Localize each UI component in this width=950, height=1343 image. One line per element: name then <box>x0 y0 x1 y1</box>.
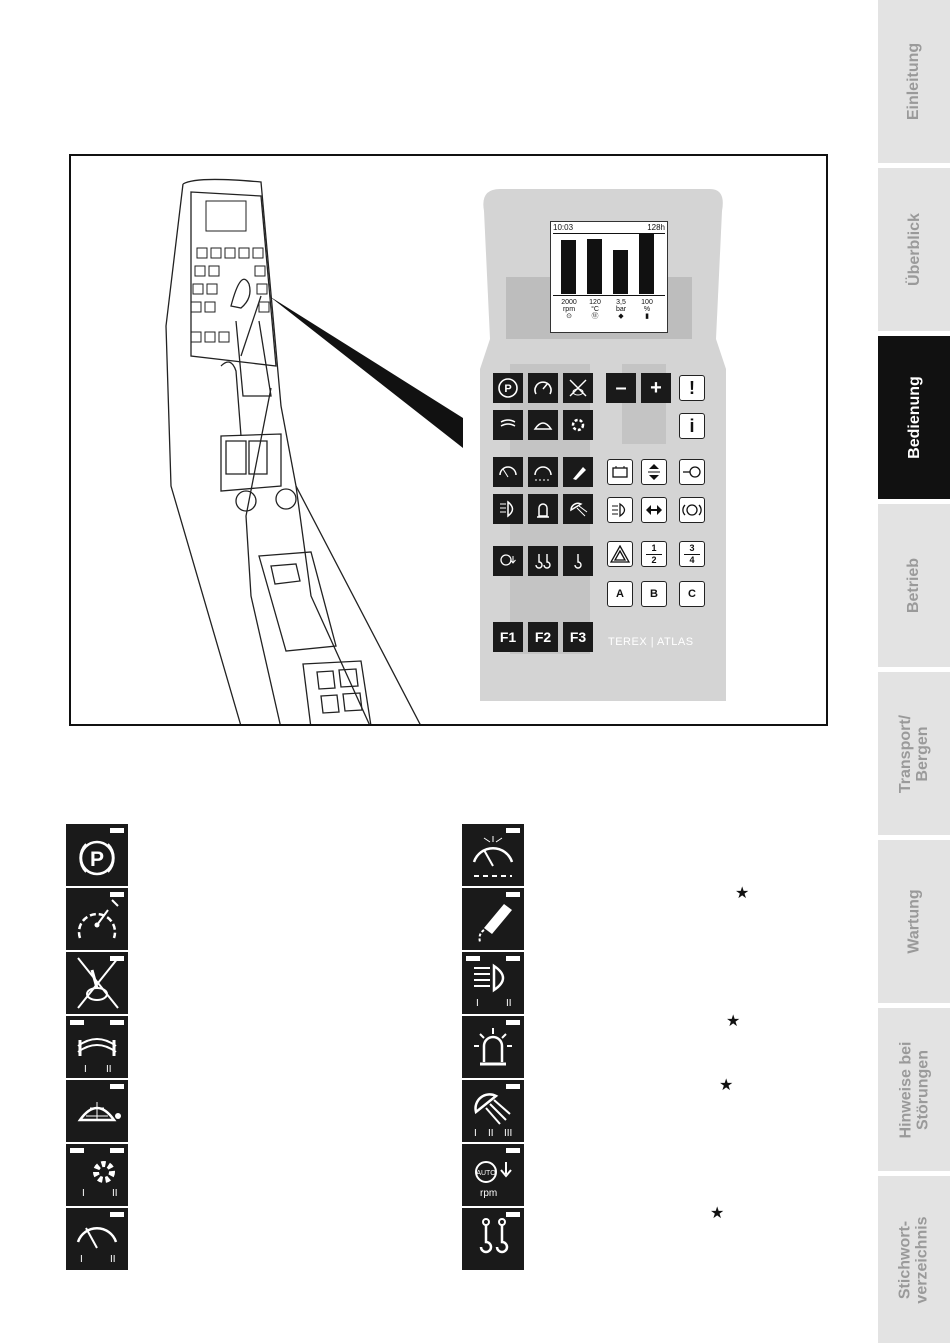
f1-button[interactable]: F1 <box>493 622 523 652</box>
tab-betrieb[interactable] <box>878 504 950 667</box>
roman-2: II <box>506 998 512 1009</box>
mode-3: 3 <box>689 542 695 553</box>
work-light-icon <box>462 1080 524 1142</box>
gauge-label-temp <box>582 299 608 320</box>
tab-hinweise[interactable] <box>878 1008 950 1171</box>
hydraulic-mode-icon <box>66 1144 128 1206</box>
tab-label: Transport/ Bergen <box>897 714 932 793</box>
load-hook-icon <box>462 1208 524 1270</box>
load-hook-icon <box>532 550 554 572</box>
legend-windscreen-washer <box>462 888 524 950</box>
tab-label: Einleitung <box>905 42 923 121</box>
auto-idle-icon <box>497 550 519 572</box>
gauge-bar-rpm <box>561 240 576 294</box>
axle-oscillation-icon <box>66 1016 128 1078</box>
gauge-unit: rpm <box>562 306 576 313</box>
legend-wiper <box>66 1208 128 1270</box>
headlight-icon <box>462 952 524 1014</box>
a-button[interactable]: A <box>607 581 633 607</box>
speed-limiter-icon <box>532 377 554 399</box>
brake-button[interactable] <box>679 497 705 523</box>
brake-icon <box>682 502 702 518</box>
low-beam-icon <box>610 502 630 518</box>
speed-limiter-icon <box>66 888 128 950</box>
load-hook-pair-button[interactable] <box>528 546 558 576</box>
headlight-switch-button[interactable] <box>607 497 633 523</box>
mode-34-button[interactable] <box>679 541 705 567</box>
wiper-icon <box>497 461 519 483</box>
gauge-unit: % <box>643 306 651 313</box>
wiper-button[interactable] <box>493 457 523 487</box>
coolant-icon: Ⓦ <box>591 313 599 320</box>
warning-button[interactable]: ! <box>679 375 705 401</box>
legend-auto-idle <box>462 1144 524 1206</box>
wiper-washer-icon <box>462 824 524 886</box>
display-hours: 128h <box>647 223 665 232</box>
gauge-label-rpm <box>556 299 582 320</box>
roman-1: I <box>82 1188 85 1199</box>
roman-3: III <box>504 1128 513 1139</box>
windscreen-washer-icon <box>567 461 589 483</box>
svg-text:P: P <box>89 848 105 871</box>
tab-label: Bedienung <box>905 376 923 459</box>
roman-1: I <box>84 1064 87 1075</box>
tab-label: Wartung <box>905 889 923 954</box>
tab-label: Betrieb <box>905 557 923 614</box>
roman-2: II <box>488 1128 494 1139</box>
boom-leftright-button[interactable] <box>641 497 667 523</box>
gauge-value: 2000 <box>561 299 577 306</box>
gauge-bar-pressure <box>613 250 628 294</box>
parking-brake-button[interactable] <box>493 373 523 403</box>
option-star-icon: ★ <box>710 1205 725 1222</box>
svg-text:P: P <box>504 383 512 395</box>
hydraulic-mode-icon <box>567 414 589 436</box>
engine-preheat-icon <box>682 465 702 479</box>
creep-speed-button[interactable] <box>528 410 558 440</box>
display-time: 10:03 <box>553 223 574 232</box>
engine-preheat-button[interactable] <box>679 459 705 485</box>
wiper-washer-button[interactable] <box>528 457 558 487</box>
left-right-icon <box>645 503 663 517</box>
work-light-button[interactable] <box>563 494 593 524</box>
b-button[interactable]: B <box>641 581 667 607</box>
legend-work-light <box>462 1080 524 1142</box>
tab-stichwortverzeichnis[interactable] <box>878 1176 950 1343</box>
legend-hydraulic-mode <box>66 1144 128 1206</box>
beacon-icon <box>462 1016 524 1078</box>
tab-transport-bergen[interactable] <box>878 672 950 835</box>
console-drawing <box>71 156 491 726</box>
chapter-tabs <box>878 0 950 1343</box>
creep-speed-icon <box>66 1080 128 1142</box>
battery-button[interactable] <box>607 459 633 485</box>
roman-1: I <box>80 1254 83 1265</box>
up-down-icon <box>646 463 662 481</box>
brand-logo: TEREX | ATLAS <box>608 636 694 648</box>
mode-1: 1 <box>651 542 657 553</box>
gauge-bar-fuel <box>639 234 654 294</box>
legend-beacon <box>462 1016 524 1078</box>
gauge-unit: bar <box>615 306 627 313</box>
plus-button[interactable]: + <box>641 373 671 403</box>
tab-label: Überblick <box>905 213 923 286</box>
gauge-value: 120 <box>589 299 601 306</box>
console-figure <box>69 154 828 726</box>
mode-4: 4 <box>689 554 695 565</box>
gauge-value: 3,5 <box>616 299 626 306</box>
legend-creep-speed <box>66 1080 128 1142</box>
oil-pressure-icon: ◆ <box>618 313 624 320</box>
creep-speed-icon <box>532 414 554 436</box>
speed-limiter-button[interactable] <box>528 373 558 403</box>
option-star-icon: ★ <box>719 1077 734 1094</box>
joystick-lock-icon <box>567 377 589 399</box>
parking-brake-icon <box>66 824 128 886</box>
gauge-value: 100 <box>641 299 653 306</box>
auto-label: AUTO <box>476 1170 496 1177</box>
control-panel <box>480 189 726 701</box>
headlight-icon <box>497 498 519 520</box>
hydraulic-mode-button[interactable] <box>563 410 593 440</box>
roman-2: II <box>110 1254 116 1265</box>
legend-axle-oscillation <box>66 1016 128 1078</box>
option-star-icon: ★ <box>735 885 750 902</box>
joystick-lock-icon <box>66 952 128 1014</box>
tab-einleitung[interactable] <box>878 0 950 163</box>
windscreen-washer-button[interactable] <box>563 457 593 487</box>
auto-idle-button[interactable] <box>493 546 523 576</box>
f3-button[interactable]: F3 <box>563 622 593 652</box>
legend-joystick-lock <box>66 952 128 1014</box>
fuel-icon: ▮ <box>645 313 649 320</box>
mode-2: 2 <box>651 554 657 565</box>
boom-updown-button[interactable] <box>641 459 667 485</box>
wiper-icon <box>66 1208 128 1270</box>
beacon-icon <box>532 498 554 520</box>
info-button[interactable]: i <box>679 413 705 439</box>
work-light-icon <box>567 498 589 520</box>
legend-headlight <box>462 952 524 1014</box>
hook-icon <box>567 550 589 572</box>
legend-wiper-washer <box>462 824 524 886</box>
roman-1: I <box>474 1128 477 1139</box>
minus-button[interactable]: – <box>606 373 636 403</box>
hazard-icon <box>610 545 630 563</box>
roman-1: I <box>476 998 479 1009</box>
auto-idle-icon <box>462 1144 524 1206</box>
tab-label: Hinweise bei Störungen <box>897 1041 932 1138</box>
joystick-lock-button[interactable] <box>563 373 593 403</box>
mode-12-button[interactable] <box>641 541 667 567</box>
rpm-label: rpm <box>480 1188 498 1199</box>
tab-ueberblick[interactable] <box>878 168 950 331</box>
hazard-button[interactable] <box>607 541 633 567</box>
legend-speed-limiter <box>66 888 128 950</box>
legend-parking-brake <box>66 824 128 886</box>
roman-2: II <box>112 1188 118 1199</box>
wiper-washer-icon <box>532 461 554 483</box>
gauge-unit: °C <box>591 306 599 313</box>
f2-button[interactable]: F2 <box>528 622 558 652</box>
gauge-label-pressure <box>608 299 634 320</box>
axle-oscillation-icon <box>497 414 519 436</box>
headlight-button[interactable] <box>493 494 523 524</box>
beacon-button[interactable] <box>528 494 558 524</box>
load-hook-button[interactable] <box>563 546 593 576</box>
windscreen-washer-icon <box>462 888 524 950</box>
c-button[interactable]: C <box>679 581 705 607</box>
roman-2: II <box>106 1064 112 1075</box>
machine-display <box>550 221 668 333</box>
tab-bedienung[interactable] <box>878 336 950 499</box>
parking-brake-icon <box>497 377 519 399</box>
legend-load-hook <box>462 1208 524 1270</box>
axle-oscillation-button[interactable] <box>493 410 523 440</box>
tab-wartung[interactable] <box>878 840 950 1003</box>
tab-label: Stichwort- verzeichnis <box>897 1215 931 1304</box>
gauge-bar-temp <box>587 239 602 294</box>
option-star-icon: ★ <box>726 1013 741 1030</box>
engine-icon: ⊙ <box>566 313 572 320</box>
gauge-label-fuel <box>634 299 660 320</box>
battery-icon <box>611 465 629 479</box>
